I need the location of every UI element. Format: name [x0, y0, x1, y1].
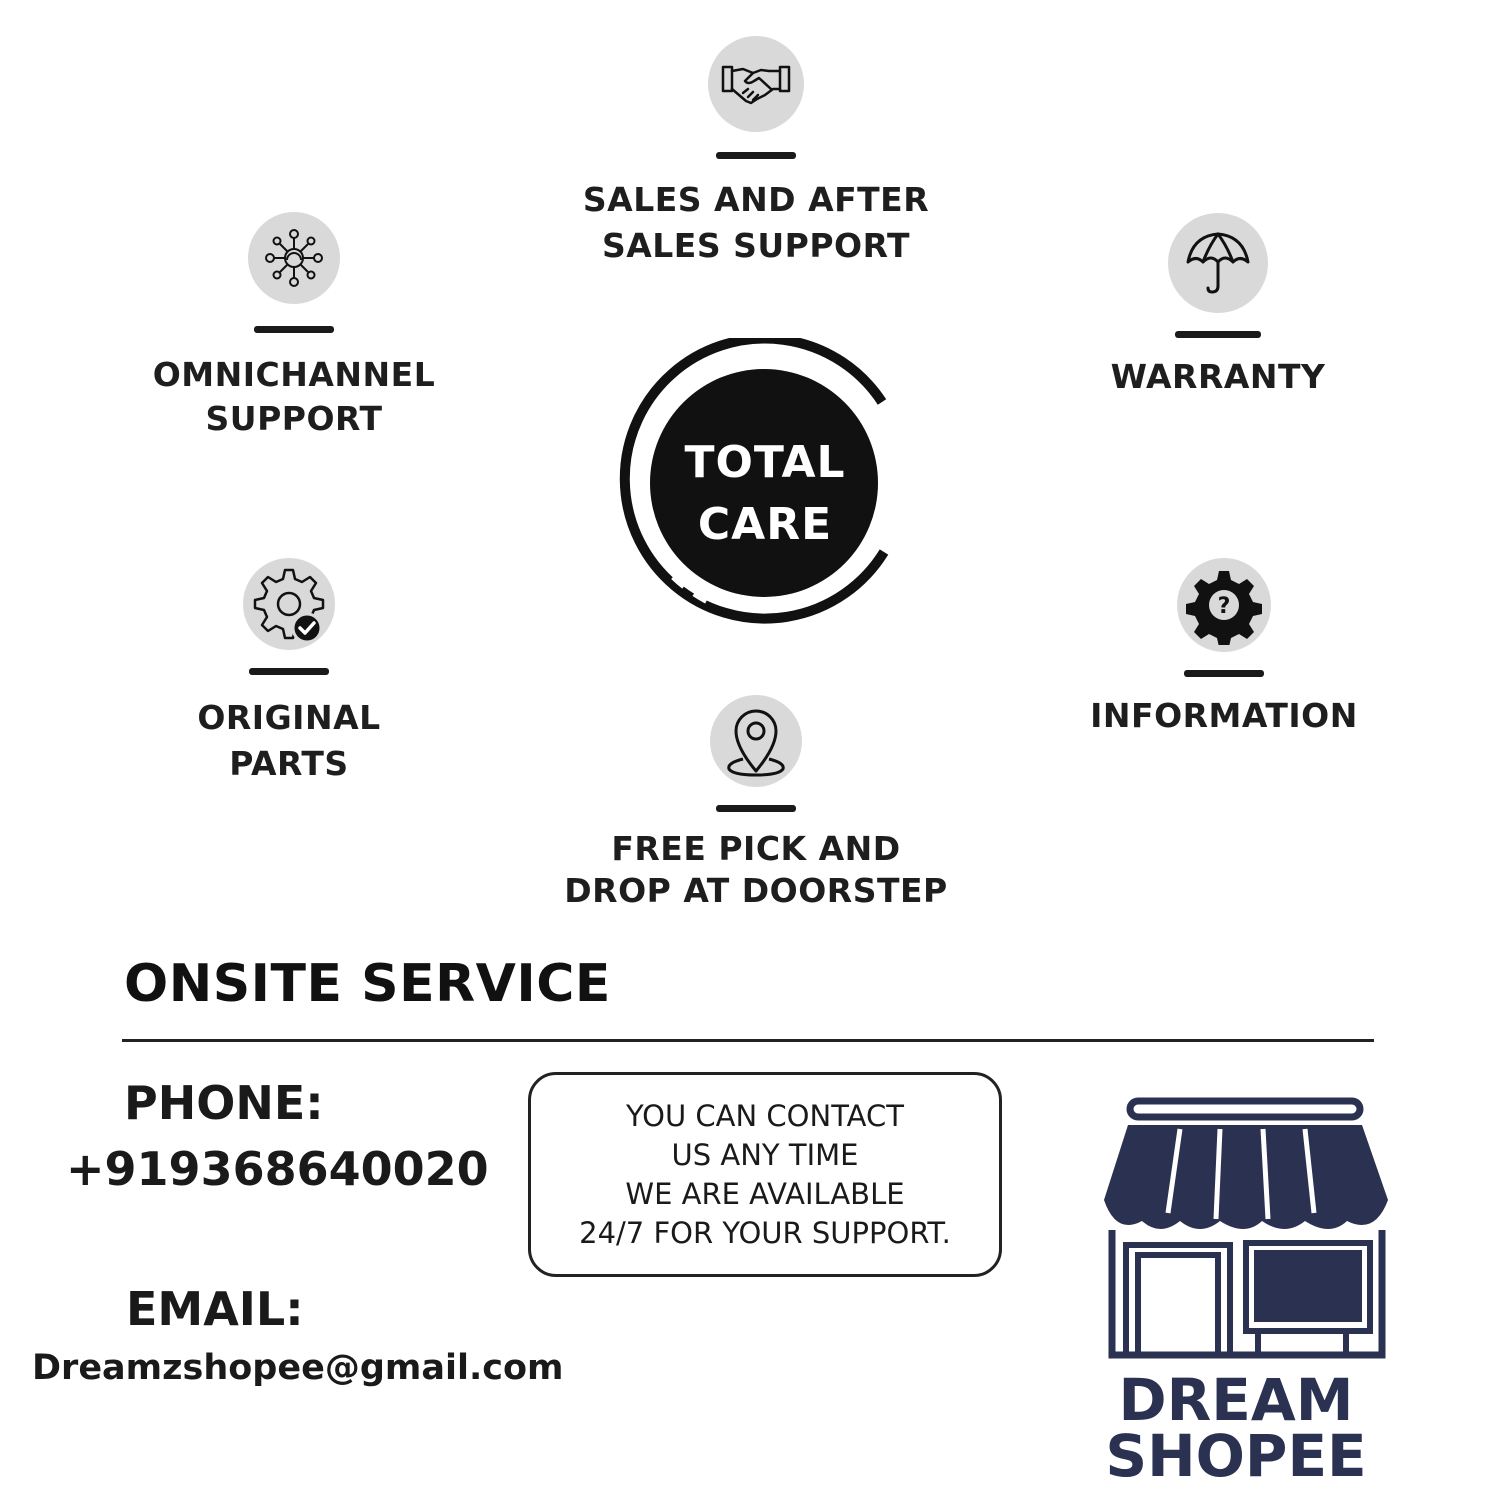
feature-sales-support [556, 36, 956, 269]
network-headset-icon [248, 212, 340, 304]
divider-bar [1184, 670, 1264, 677]
divider-bar [254, 326, 334, 333]
contact-note-box [528, 1072, 1002, 1277]
hub-line-2: CARE [697, 499, 833, 550]
email-address[interactable]: Dreamzshopee@gmail.com [32, 1348, 564, 1388]
feature-label: OMNICHANNEL SUPPORT [152, 355, 436, 438]
feature-information [1074, 558, 1374, 739]
contact-note-line: YOU CAN CONTACT [626, 1098, 904, 1133]
contact-note-line: 24/7 FOR YOUR SUPPORT. [579, 1215, 951, 1250]
handshake-icon [708, 36, 804, 132]
phone-number[interactable]: +919368640020 [66, 1142, 489, 1196]
feature-label: WARRANTY [1110, 357, 1326, 396]
feature-original-parts [139, 558, 439, 787]
svg-text:?: ? [1217, 594, 1231, 619]
email-heading: EMAIL: [126, 1282, 304, 1336]
onsite-service-title: ONSITE SERVICE [124, 954, 611, 1014]
contact-note-line: WE ARE AVAILABLE [625, 1176, 905, 1211]
contact-note-line: US ANY TIME [671, 1137, 859, 1172]
brand-line-2: SHOPEE [1105, 1422, 1367, 1490]
feature-label: INFORMATION [1090, 696, 1358, 735]
location-pin-icon [710, 695, 802, 787]
feature-pick-drop [556, 695, 956, 912]
feature-warranty [1068, 213, 1368, 400]
section-divider [122, 1039, 1374, 1042]
phone-heading: PHONE: [124, 1076, 324, 1130]
total-care-label [650, 432, 880, 556]
gear-question-icon [1177, 558, 1271, 652]
gear-check-icon [243, 558, 335, 650]
divider-bar [249, 668, 329, 675]
hub-line-1: TOTAL [684, 437, 846, 488]
feature-label: SALES AND AFTER SALES SUPPORT [582, 180, 930, 265]
brand-line-1: DREAM [1118, 1366, 1354, 1434]
feature-label: ORIGINAL PARTS [197, 698, 381, 783]
divider-bar [716, 805, 796, 812]
divider-bar [716, 152, 796, 159]
feature-omnichannel [144, 212, 444, 441]
shop-storefront-icon [1100, 1095, 1390, 1370]
feature-label: FREE PICK AND DROP AT DOORSTEP [564, 829, 948, 910]
brand-name [1086, 1366, 1386, 1490]
umbrella-icon [1168, 213, 1268, 313]
divider-bar [1175, 331, 1261, 338]
